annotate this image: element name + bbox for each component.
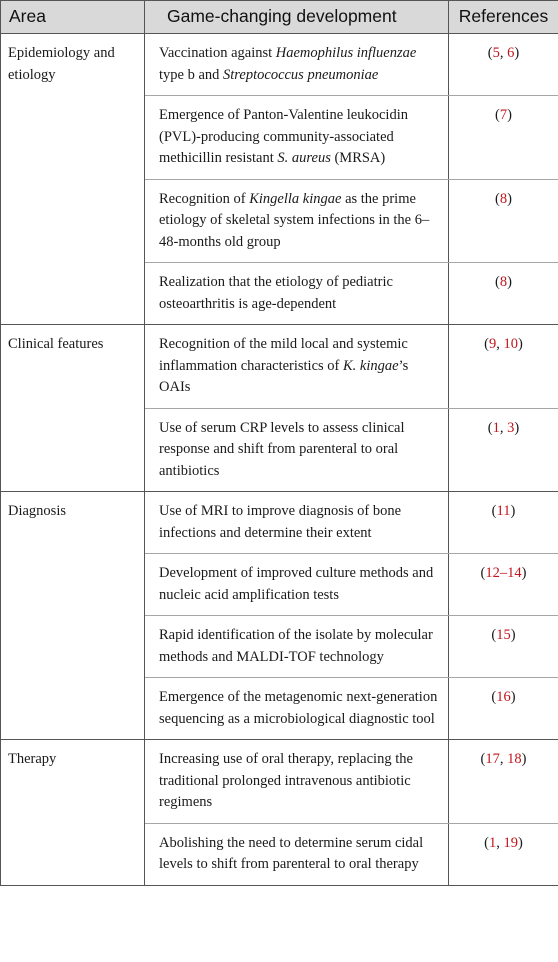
development-cell: [145, 179, 449, 263]
reference-link[interactable]: 17: [485, 751, 500, 767]
area-cell: Diagnosis: [1, 492, 145, 740]
development-cell: [145, 492, 449, 554]
references-cell: (8): [449, 263, 558, 325]
development-cell: [145, 408, 449, 492]
table-row: [1, 325, 558, 409]
references-cell: (1, 19): [449, 823, 558, 885]
italic-term: Streptococcus pneumoniae: [223, 66, 379, 83]
reference-link[interactable]: 7: [499, 107, 508, 123]
development-text: Increasing use of oral therapy, replacing the traditional prolonged intravenous antibiotic regimens: [159, 751, 413, 810]
reference-link[interactable]: 16: [496, 689, 511, 705]
development-text: as the prime etiology of skeletal system infections in the 6–48-months old group: [159, 190, 430, 250]
reference-link[interactable]: 9: [489, 336, 497, 352]
reference-link[interactable]: 11: [496, 503, 511, 519]
development-cell: [145, 740, 449, 824]
references-cell: (9, 10): [449, 325, 558, 409]
development-text: Emergence of Panton-Valentine leukocidin (PVL)-producing community-associated methicillin resistant: [159, 107, 408, 166]
reference-link[interactable]: 8: [499, 274, 508, 290]
area-cell: Epidemiology and etiology: [1, 34, 145, 325]
references-cell: (5, 6): [449, 34, 558, 96]
table-row: [1, 740, 558, 824]
reference-link[interactable]: 12–14: [485, 565, 522, 581]
development-text: Abolishing the need to determine serum cidal levels to shift from parenteral to oral therapy: [159, 834, 424, 872]
development-text: Vaccination against: [159, 45, 276, 61]
reference-link[interactable]: 10: [503, 336, 518, 352]
table-row: [1, 492, 558, 554]
reference-link[interactable]: 1: [492, 419, 500, 436]
development-cell: [145, 678, 449, 740]
development-text: Rapid identification of the isolate by molecular methods and MALDI-TOF technology: [159, 627, 433, 665]
reference-link[interactable]: 18: [507, 751, 522, 767]
development-cell: [145, 263, 449, 325]
development-text: Development of improved culture methods and nucleic acid amplification tests: [159, 565, 434, 603]
italic-term: Kingella kingae: [249, 190, 342, 207]
table-row: [1, 34, 558, 96]
reference-link[interactable]: 3: [507, 419, 515, 436]
development-cell: [145, 554, 449, 616]
reference-link[interactable]: 5: [492, 45, 500, 61]
table-body: [1, 34, 558, 886]
development-cell: [145, 616, 449, 678]
italic-term: Haemophilus influenzae: [275, 45, 417, 61]
reference-link[interactable]: 6: [507, 45, 515, 61]
references-cell: (17, 18): [449, 740, 558, 824]
development-text: Use of serum CRP levels to assess clinical response and shift from parenteral to oral antibiotics: [159, 419, 405, 479]
italic-term: S. aureus: [277, 150, 331, 166]
development-cell: [145, 96, 449, 180]
area-cell: Clinical features: [1, 325, 145, 492]
references-cell: (7): [449, 96, 558, 180]
development-cell: [145, 823, 449, 885]
area-cell: Therapy: [1, 740, 145, 886]
header-row: [1, 1, 558, 34]
italic-term: K. kingae: [343, 357, 399, 374]
header-area: Area: [1, 1, 145, 34]
development-text: type b and: [159, 66, 224, 83]
development-text: ’s OAIs: [159, 357, 409, 395]
development-text: Realization that the etiology of pediatric osteoarthritis is age-dependent: [159, 274, 393, 312]
references-cell: (8): [449, 179, 558, 263]
reference-link[interactable]: 8: [499, 190, 508, 207]
development-text: Recognition of the mild local and systemic inflammation characteristics of: [159, 336, 408, 374]
reference-link[interactable]: 15: [496, 627, 511, 643]
development-cell: [145, 325, 449, 409]
header-references: References: [449, 1, 558, 34]
development-text: Emergence of the metagenomic next-generation sequencing as a microbiological diagnostic tool: [159, 689, 438, 727]
development-text: Use of MRI to improve diagnosis of bone infections and determine their extent: [159, 503, 402, 541]
development-text: Recognition of: [159, 190, 250, 207]
references-cell: (11): [449, 492, 558, 554]
development-text: (MRSA): [330, 150, 386, 166]
references-cell: (12–14): [449, 554, 558, 616]
table-header: [1, 1, 558, 34]
reference-link[interactable]: 19: [503, 834, 518, 851]
reference-link[interactable]: 1: [489, 834, 497, 851]
references-cell: (16): [449, 678, 558, 740]
references-cell: (15): [449, 616, 558, 678]
development-cell: [145, 34, 449, 96]
references-cell: (1, 3): [449, 408, 558, 492]
header-development: Game-changing development: [145, 1, 449, 34]
